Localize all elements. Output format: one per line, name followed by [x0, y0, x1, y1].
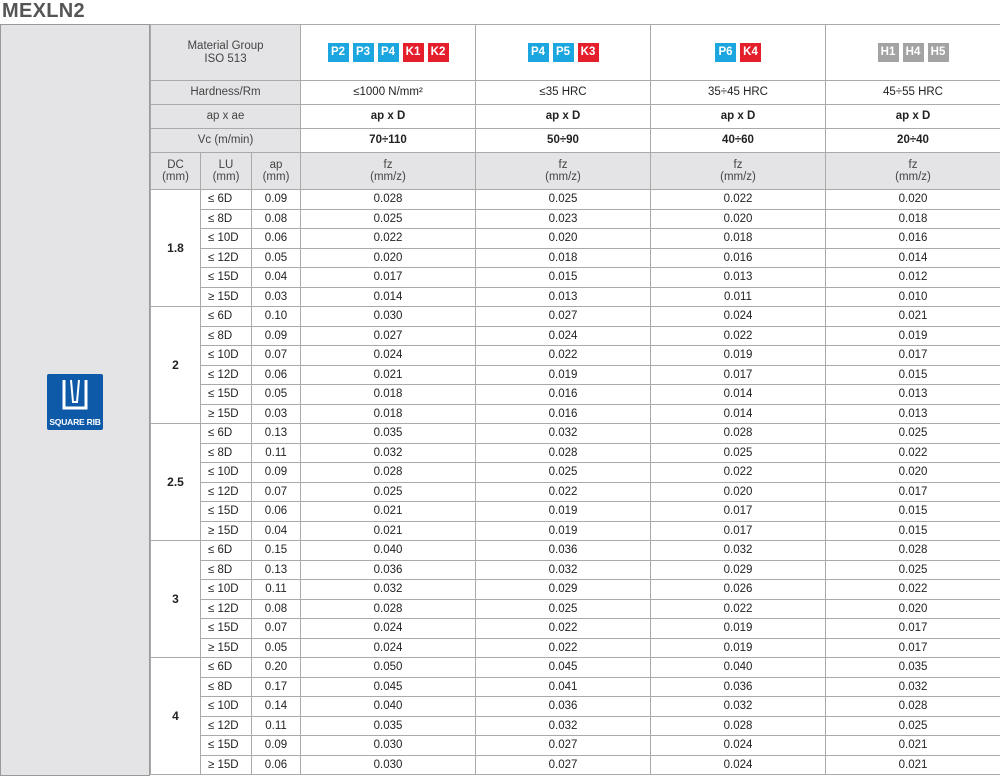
fz-value: 0.024: [651, 755, 826, 775]
fz-value: 0.019: [476, 521, 651, 541]
fz-value: 0.013: [651, 268, 826, 288]
lu-value: ≤ 15D: [201, 268, 252, 288]
table-row: [151, 443, 1000, 463]
fz-value: 0.025: [651, 443, 826, 463]
fz-value: 0.022: [826, 443, 1000, 463]
fz-value: 0.024: [651, 736, 826, 756]
fz-value: 0.019: [651, 638, 826, 658]
dc-unit: (mm): [162, 171, 189, 183]
dc-value: 2.5: [151, 424, 201, 541]
fz-value: 0.022: [301, 229, 476, 249]
fz-value: 0.021: [826, 755, 1000, 775]
ap-label: ap: [269, 158, 283, 171]
fz-value: 0.016: [651, 248, 826, 268]
fz-value: 0.017: [651, 365, 826, 385]
fz-value: 0.022: [651, 463, 826, 483]
fz-value: 0.016: [476, 404, 651, 424]
hardness-value: 35÷45 HRC: [651, 81, 826, 105]
fz-value: 0.022: [476, 638, 651, 658]
ap-value: 0.08: [252, 209, 301, 229]
material-badge: P2: [328, 43, 349, 62]
fz-value: 0.025: [826, 424, 1000, 444]
lu-value: ≥ 15D: [201, 404, 252, 424]
ap-value: 0.14: [252, 697, 301, 717]
fz-value: 0.028: [826, 541, 1000, 561]
lu-value: ≤ 6D: [201, 658, 252, 678]
table-row: [151, 619, 1000, 639]
table-row: [151, 287, 1000, 307]
lu-value: ≤ 8D: [201, 677, 252, 697]
fz-value: 0.025: [476, 190, 651, 210]
fz-value: 0.036: [651, 677, 826, 697]
dc-value: 4: [151, 658, 201, 775]
lu-value: ≤ 6D: [201, 424, 252, 444]
fz-value: 0.028: [476, 443, 651, 463]
lu-value: ≤ 10D: [201, 229, 252, 249]
fz-value: 0.022: [476, 482, 651, 502]
fz-value: 0.018: [826, 209, 1000, 229]
apxae-value: ap x D: [476, 105, 651, 129]
ap-value: 0.11: [252, 443, 301, 463]
fz-value: 0.022: [651, 599, 826, 619]
ap-value: 0.10: [252, 307, 301, 327]
fz-value: 0.020: [301, 248, 476, 268]
fz-value: 0.019: [651, 346, 826, 366]
material-badge: K3: [578, 43, 599, 62]
table-row: [151, 404, 1000, 424]
fz-value: 0.019: [651, 619, 826, 639]
fz-value: 0.032: [476, 716, 651, 736]
fz-value: 0.017: [826, 346, 1000, 366]
dc-header: [151, 153, 201, 190]
fz-value: 0.024: [301, 638, 476, 658]
ap-value: 0.04: [252, 521, 301, 541]
fz-value: 0.020: [826, 599, 1000, 619]
fz-value: 0.035: [301, 424, 476, 444]
lu-value: ≥ 15D: [201, 287, 252, 307]
vc-value: 70÷110: [301, 129, 476, 153]
lu-value: ≤ 10D: [201, 346, 252, 366]
fz-value: 0.022: [826, 580, 1000, 600]
ap-value: 0.06: [252, 755, 301, 775]
fz-value: 0.040: [301, 541, 476, 561]
ap-value: 0.07: [252, 482, 301, 502]
fz-label: fz: [558, 158, 568, 171]
fz-value: 0.029: [476, 580, 651, 600]
fz-value: 0.036: [301, 560, 476, 580]
fz-value: 0.030: [301, 307, 476, 327]
ap-value: 0.13: [252, 560, 301, 580]
fz-value: 0.028: [651, 716, 826, 736]
fz-value: 0.012: [826, 268, 1000, 288]
material-group-header: [151, 25, 301, 81]
fz-value: 0.020: [476, 229, 651, 249]
table-row: [151, 268, 1000, 288]
fz-value: 0.017: [651, 502, 826, 522]
lu-value: ≤ 8D: [201, 560, 252, 580]
fz-value: 0.028: [301, 599, 476, 619]
material-badge: H5: [928, 43, 949, 62]
fz-value: 0.045: [476, 658, 651, 678]
lu-value: ≤ 10D: [201, 580, 252, 600]
material-badge: P3: [353, 43, 374, 62]
lu-value: ≤ 10D: [201, 697, 252, 717]
ap-value: 0.05: [252, 638, 301, 658]
lu-value: ≤ 12D: [201, 248, 252, 268]
ap-value: 0.09: [252, 326, 301, 346]
fz-value: 0.016: [476, 385, 651, 405]
fz-value: 0.025: [301, 482, 476, 502]
fz-value: 0.015: [826, 521, 1000, 541]
material-badge: H1: [878, 43, 899, 62]
table-row: [151, 209, 1000, 229]
fz-label: fz: [908, 158, 918, 171]
ap-value: 0.17: [252, 677, 301, 697]
fz-value: 0.029: [651, 560, 826, 580]
fz-value: 0.021: [826, 736, 1000, 756]
fz-value: 0.013: [826, 385, 1000, 405]
fz-header: [651, 153, 826, 190]
fz-value: 0.022: [651, 190, 826, 210]
ap-value: 0.04: [252, 268, 301, 288]
lu-value: ≤ 6D: [201, 307, 252, 327]
material-group-label: Material Group: [187, 40, 264, 53]
fz-value: 0.032: [301, 443, 476, 463]
table-row: [151, 736, 1000, 756]
fz-value: 0.041: [476, 677, 651, 697]
fz-value: 0.050: [301, 658, 476, 678]
fz-value: 0.021: [301, 365, 476, 385]
table-row: [151, 307, 1000, 327]
fz-value: 0.014: [651, 385, 826, 405]
fz-value: 0.020: [826, 463, 1000, 483]
table-row: [151, 326, 1000, 346]
vc-header: Vc (m/min): [151, 129, 301, 153]
fz-value: 0.016: [826, 229, 1000, 249]
fz-value: 0.019: [476, 365, 651, 385]
fz-value: 0.021: [826, 307, 1000, 327]
fz-value: 0.030: [301, 755, 476, 775]
square-rib-icon: [59, 378, 91, 416]
fz-value: 0.014: [826, 248, 1000, 268]
hardness-value: 45÷55 HRC: [826, 81, 1000, 105]
fz-value: 0.011: [651, 287, 826, 307]
fz-value: 0.028: [826, 697, 1000, 717]
lu-value: ≤ 12D: [201, 482, 252, 502]
table-row: [151, 502, 1000, 522]
lu-value: ≥ 15D: [201, 521, 252, 541]
material-badge: K4: [740, 43, 761, 62]
fz-value: 0.024: [301, 619, 476, 639]
fz-value: 0.023: [476, 209, 651, 229]
fz-value: 0.025: [301, 209, 476, 229]
table-row: [151, 424, 1000, 444]
lu-value: ≤ 12D: [201, 599, 252, 619]
fz-unit: (mm/z): [545, 171, 581, 183]
table-row: [151, 229, 1000, 249]
lu-value: ≤ 6D: [201, 541, 252, 561]
fz-value: 0.024: [301, 346, 476, 366]
fz-value: 0.017: [826, 619, 1000, 639]
apxae-header: ap x ae: [151, 105, 301, 129]
cutting-data-table: [150, 24, 1000, 775]
fz-value: 0.017: [651, 521, 826, 541]
apxae-value: ap x D: [301, 105, 476, 129]
fz-value: 0.027: [476, 736, 651, 756]
fz-value: 0.027: [476, 755, 651, 775]
ap-value: 0.11: [252, 580, 301, 600]
table-row: [151, 463, 1000, 483]
vc-value: 40÷60: [651, 129, 826, 153]
group-badges-2: [651, 25, 826, 81]
fz-label: fz: [383, 158, 393, 171]
fz-value: 0.015: [826, 365, 1000, 385]
fz-value: 0.021: [301, 502, 476, 522]
table-row: [151, 482, 1000, 502]
table-row: [151, 580, 1000, 600]
fz-value: 0.028: [651, 424, 826, 444]
fz-value: 0.035: [826, 658, 1000, 678]
table-row: [151, 521, 1000, 541]
lu-label: LU: [218, 158, 234, 171]
fz-value: 0.020: [651, 209, 826, 229]
fz-value: 0.017: [301, 268, 476, 288]
apxae-value: ap x D: [826, 105, 1000, 129]
fz-value: 0.022: [651, 326, 826, 346]
fz-value: 0.036: [476, 697, 651, 717]
ap-value: 0.08: [252, 599, 301, 619]
lu-value: ≤ 8D: [201, 443, 252, 463]
group-badges-1: [476, 25, 651, 81]
fz-value: 0.040: [301, 697, 476, 717]
fz-value: 0.025: [476, 463, 651, 483]
ap-value: 0.03: [252, 404, 301, 424]
table-row: [151, 755, 1000, 775]
lu-value: ≥ 15D: [201, 755, 252, 775]
lu-value: ≤ 10D: [201, 463, 252, 483]
vc-value: 20÷40: [826, 129, 1000, 153]
fz-unit: (mm/z): [895, 171, 931, 183]
fz-value: 0.017: [826, 482, 1000, 502]
dc-label: DC: [167, 158, 184, 171]
ap-value: 0.06: [252, 365, 301, 385]
lu-header: [201, 153, 252, 190]
group-badges-0: [301, 25, 476, 81]
fz-value: 0.028: [301, 190, 476, 210]
lu-value: ≤ 6D: [201, 190, 252, 210]
fz-header: [826, 153, 1000, 190]
ap-value: 0.09: [252, 736, 301, 756]
fz-value: 0.032: [476, 424, 651, 444]
fz-value: 0.019: [826, 326, 1000, 346]
material-badge: H4: [903, 43, 924, 62]
fz-value: 0.024: [651, 307, 826, 327]
square-rib-label: SQUARE RIB: [49, 417, 101, 427]
fz-value: 0.035: [301, 716, 476, 736]
lu-value: ≤ 8D: [201, 209, 252, 229]
ap-value: 0.05: [252, 385, 301, 405]
table-row: [151, 365, 1000, 385]
fz-value: 0.014: [651, 404, 826, 424]
ap-value: 0.05: [252, 248, 301, 268]
fz-value: 0.018: [301, 385, 476, 405]
table-row: [151, 716, 1000, 736]
table-row: [151, 599, 1000, 619]
lu-value: ≥ 15D: [201, 638, 252, 658]
table-row: [151, 248, 1000, 268]
material-badge: P4: [378, 43, 399, 62]
fz-value: 0.010: [826, 287, 1000, 307]
fz-label: fz: [733, 158, 743, 171]
fz-value: 0.026: [651, 580, 826, 600]
dc-value: 3: [151, 541, 201, 658]
fz-value: 0.040: [651, 658, 826, 678]
lu-value: ≤ 15D: [201, 502, 252, 522]
fz-value: 0.032: [651, 697, 826, 717]
ap-value: 0.03: [252, 287, 301, 307]
fz-value: 0.032: [651, 541, 826, 561]
table-row: [151, 658, 1000, 678]
fz-value: 0.015: [826, 502, 1000, 522]
fz-value: 0.028: [301, 463, 476, 483]
fz-value: 0.024: [476, 326, 651, 346]
fz-value: 0.025: [826, 560, 1000, 580]
fz-value: 0.022: [476, 346, 651, 366]
fz-value: 0.020: [651, 482, 826, 502]
table-row: [151, 560, 1000, 580]
page-title: MEXLN2: [2, 0, 85, 22]
fz-header: [301, 153, 476, 190]
hardness-value: ≤1000 N/mm²: [301, 81, 476, 105]
fz-value: 0.032: [476, 560, 651, 580]
fz-value: 0.021: [301, 521, 476, 541]
apxae-value: ap x D: [651, 105, 826, 129]
ap-value: 0.07: [252, 619, 301, 639]
fz-value: 0.015: [476, 268, 651, 288]
fz-value: 0.014: [301, 287, 476, 307]
fz-value: 0.036: [476, 541, 651, 561]
ap-value: 0.09: [252, 190, 301, 210]
fz-value: 0.018: [651, 229, 826, 249]
lu-value: ≤ 12D: [201, 365, 252, 385]
fz-value: 0.032: [301, 580, 476, 600]
vc-value: 50÷90: [476, 129, 651, 153]
fz-value: 0.017: [826, 638, 1000, 658]
fz-value: 0.022: [476, 619, 651, 639]
dc-value: 1.8: [151, 190, 201, 307]
fz-value: 0.018: [301, 404, 476, 424]
fz-value: 0.032: [826, 677, 1000, 697]
ap-value: 0.06: [252, 502, 301, 522]
fz-value: 0.025: [476, 599, 651, 619]
ap-unit: (mm): [262, 171, 290, 183]
fz-value: 0.013: [476, 287, 651, 307]
iso-label: ISO 513: [204, 52, 247, 65]
fz-value: 0.020: [826, 190, 1000, 210]
material-badge: P5: [553, 43, 574, 62]
fz-header: [476, 153, 651, 190]
table-row: [151, 385, 1000, 405]
fz-unit: (mm/z): [370, 171, 406, 183]
ap-header: [252, 153, 301, 190]
fz-unit: (mm/z): [720, 171, 756, 183]
fz-value: 0.045: [301, 677, 476, 697]
ap-value: 0.13: [252, 424, 301, 444]
hardness-header: Hardness/Rm: [151, 81, 301, 105]
fz-value: 0.013: [826, 404, 1000, 424]
ap-value: 0.15: [252, 541, 301, 561]
material-badge: K2: [428, 43, 449, 62]
material-badge: P6: [715, 43, 736, 62]
table-row: [151, 541, 1000, 561]
lu-value: ≤ 15D: [201, 385, 252, 405]
fz-value: 0.025: [826, 716, 1000, 736]
table-row: [151, 697, 1000, 717]
ap-value: 0.09: [252, 463, 301, 483]
fz-value: 0.030: [301, 736, 476, 756]
fz-value: 0.027: [301, 326, 476, 346]
fz-value: 0.027: [476, 307, 651, 327]
lu-value: ≤ 15D: [201, 736, 252, 756]
ap-value: 0.06: [252, 229, 301, 249]
hardness-value: ≤35 HRC: [476, 81, 651, 105]
ap-value: 0.11: [252, 716, 301, 736]
material-badge: K1: [403, 43, 424, 62]
fz-value: 0.019: [476, 502, 651, 522]
ap-value: 0.20: [252, 658, 301, 678]
fz-value: 0.018: [476, 248, 651, 268]
table-row: [151, 346, 1000, 366]
lu-value: ≤ 8D: [201, 326, 252, 346]
lu-value: ≤ 15D: [201, 619, 252, 639]
lu-unit: (mm): [212, 171, 240, 183]
table-row: [151, 190, 1000, 210]
material-badge: P4: [528, 43, 549, 62]
lu-value: ≤ 12D: [201, 716, 252, 736]
group-badges-3: [826, 25, 1000, 81]
square-rib-badge: [47, 374, 103, 430]
table-row: [151, 677, 1000, 697]
dc-value: 2: [151, 307, 201, 424]
table-row: [151, 638, 1000, 658]
ap-value: 0.07: [252, 346, 301, 366]
